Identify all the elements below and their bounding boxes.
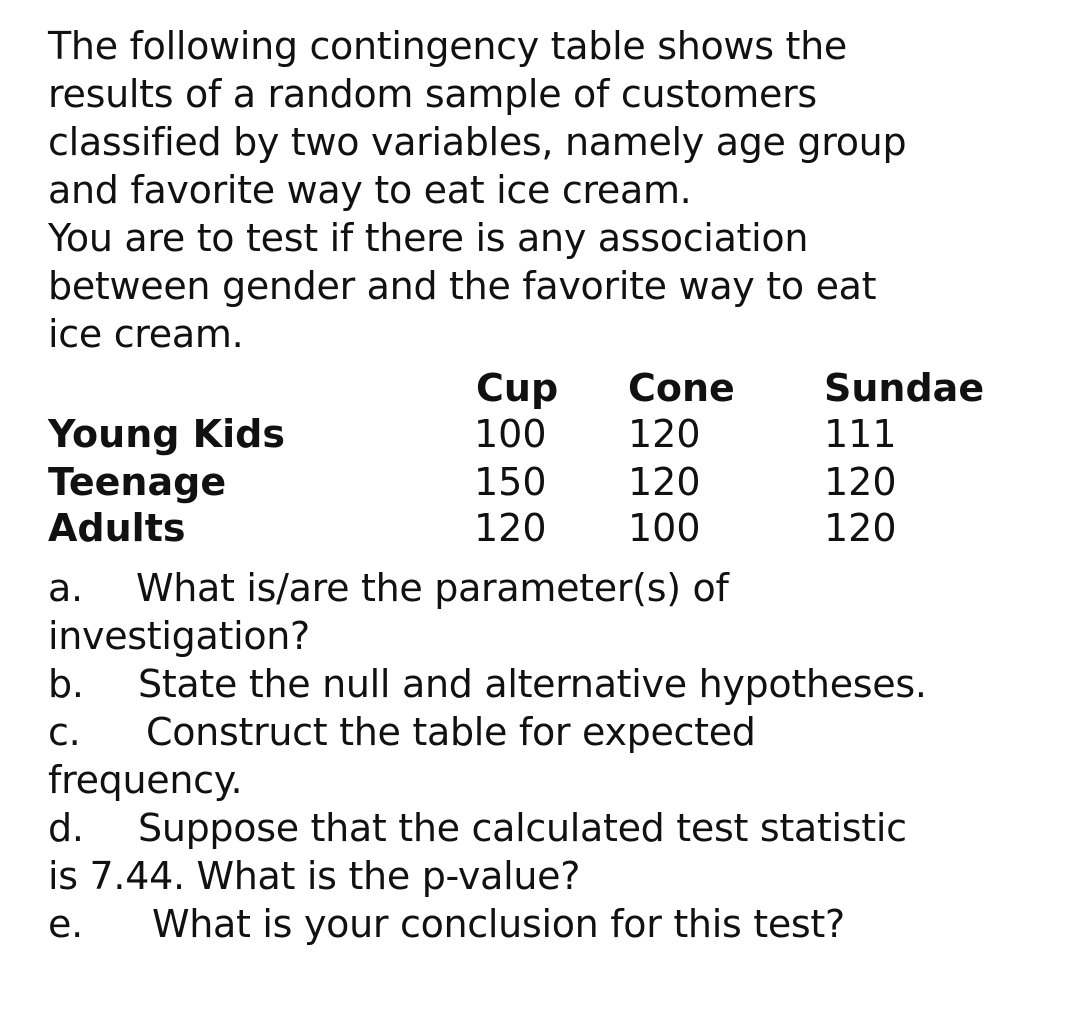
intro-line: between gender and the favorite way to eat <box>48 264 877 308</box>
contingency-table <box>48 364 1048 564</box>
question-text: Construct the table for expected <box>146 710 756 754</box>
table-cell: 100 <box>628 506 701 550</box>
row-label-teenage: Teenage <box>48 460 227 504</box>
table-cell: 111 <box>824 412 897 456</box>
question-d-continuation <box>48 852 1048 900</box>
question-text: frequency. <box>48 758 243 802</box>
row-label-young-kids: Young Kids <box>48 412 285 456</box>
intro-line: classified by two variables, namely age group <box>48 120 907 164</box>
question-c <box>48 708 1048 756</box>
question-b <box>48 660 1048 708</box>
question-e <box>48 900 1048 948</box>
column-header-cup: Cup <box>476 366 559 410</box>
column-header-sundae: Sundae <box>824 366 985 410</box>
document-page <box>48 22 1048 948</box>
table-cell: 120 <box>824 506 897 550</box>
table-cell: 120 <box>628 412 701 456</box>
question-letter: e. <box>48 902 83 946</box>
question-letter: d. <box>48 806 84 850</box>
question-text: is 7.44. What is the p-value? <box>48 854 581 898</box>
row-label-adults: Adults <box>48 506 186 550</box>
question-text: investigation? <box>48 614 310 658</box>
question-text: What is your conclusion for this test? <box>152 902 845 946</box>
question-a <box>48 564 1048 612</box>
question-list <box>48 564 1048 948</box>
column-header-cone: Cone <box>628 366 735 410</box>
intro-line: and favorite way to eat ice cream. <box>48 168 692 212</box>
intro-line: You are to test if there is any association <box>48 216 809 260</box>
intro-line: ice cream. <box>48 312 244 356</box>
question-letter: b. <box>48 662 84 706</box>
intro-line: The following contingency table shows the <box>48 24 847 68</box>
table-cell: 150 <box>474 460 547 504</box>
question-text: Suppose that the calculated test statistic <box>138 806 907 850</box>
question-text: What is/are the parameter(s) of <box>136 566 729 610</box>
question-text: State the null and alternative hypotheses. <box>138 662 927 706</box>
table-cell: 120 <box>474 506 547 550</box>
table-cell: 100 <box>474 412 547 456</box>
table-cell: 120 <box>628 460 701 504</box>
table-cell: 120 <box>824 460 897 504</box>
question-a-continuation <box>48 612 1048 660</box>
intro-paragraph <box>48 22 1048 358</box>
question-c-continuation <box>48 756 1048 804</box>
question-letter: c. <box>48 710 81 754</box>
question-d <box>48 804 1048 852</box>
intro-line: results of a random sample of customers <box>48 72 817 116</box>
question-letter: a. <box>48 566 83 610</box>
